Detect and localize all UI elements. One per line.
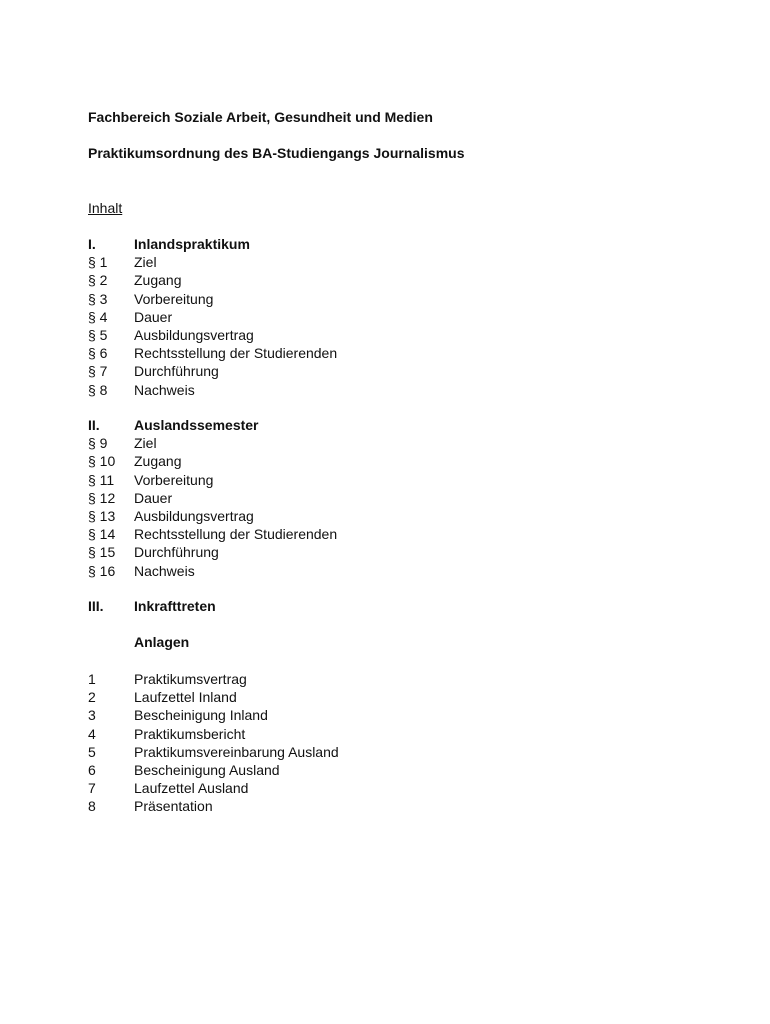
section-number: II.: [88, 417, 100, 433]
toc-item: [88, 308, 588, 326]
toc-item: [88, 562, 588, 580]
annex-title: Laufzettel Ausland: [134, 780, 249, 797]
toc-item: [88, 326, 588, 344]
item-title: Ausbildungsvertrag: [134, 507, 254, 524]
item-title: Durchführung: [134, 544, 219, 561]
item-number: § 10: [88, 453, 116, 470]
annex-number: 2: [88, 689, 96, 706]
item-number: § 14: [88, 526, 116, 543]
item-number: § 7: [88, 363, 108, 380]
item-title: Nachweis: [134, 562, 195, 579]
section-heading: [88, 416, 588, 434]
section-number: III.: [88, 598, 104, 614]
item-number: § 1: [88, 254, 108, 271]
annex-title: Bescheinigung Inland: [134, 707, 268, 724]
toc-section-inkrafttreten: [88, 597, 588, 615]
annex-number: 1: [88, 671, 96, 687]
annex-list: [88, 670, 588, 816]
section-title: Inkrafttreten: [134, 598, 216, 614]
annex-number: 6: [88, 761, 96, 778]
annex-item: [88, 797, 588, 815]
item-title: Rechtsstellung der Studierenden: [134, 526, 338, 543]
item-title: Dauer: [134, 489, 173, 506]
section-number: I.: [88, 236, 96, 252]
item-number: § 9: [88, 435, 108, 452]
document-title: Praktikumsordnung des BA-Studiengangs Journalismus: [88, 145, 465, 161]
toc-item: [88, 290, 588, 308]
annex-number: 3: [88, 707, 96, 724]
item-number: § 16: [88, 562, 116, 579]
annex-title: Praktikumsvereinbarung Ausland: [134, 743, 339, 760]
annex-heading: [88, 633, 588, 651]
item-number: § 8: [88, 381, 108, 398]
annex-item: [88, 779, 588, 797]
annex-label: Anlagen: [134, 634, 190, 650]
toc-item: [88, 471, 588, 489]
toc-item: [88, 344, 588, 362]
item-title: Durchführung: [134, 363, 219, 380]
toc-label: Inhalt: [88, 200, 123, 216]
item-title: Ziel: [134, 435, 157, 452]
item-title: Vorbereitung: [134, 471, 214, 488]
annex-number: 7: [88, 780, 96, 797]
section-title: Auslandssemester: [134, 417, 259, 433]
faculty-heading: Fachbereich Soziale Arbeit, Gesundheit und Medien: [88, 109, 433, 125]
toc-item: [88, 434, 588, 452]
item-title: Nachweis: [134, 381, 195, 398]
annex-item: [88, 761, 588, 779]
toc-item: [88, 452, 588, 470]
item-number: § 2: [88, 272, 108, 289]
item-title: Zugang: [134, 272, 182, 289]
item-number: § 15: [88, 544, 116, 561]
annex-heading-block: [88, 633, 588, 651]
toc-item: [88, 507, 588, 525]
item-title: Rechtsstellung der Studierenden: [134, 345, 338, 362]
annex-item: [88, 670, 588, 688]
item-title: Ausbildungsvertrag: [134, 326, 254, 343]
toc-item: [88, 489, 588, 507]
annex-item: [88, 743, 588, 761]
toc-item: [88, 253, 588, 271]
annex-number: 8: [88, 798, 96, 815]
item-title: Ziel: [134, 254, 157, 271]
annex-number: 4: [88, 725, 96, 742]
annex-number: 5: [88, 743, 96, 760]
item-number: § 5: [88, 326, 108, 343]
annex-title: Praktikumsvertrag: [134, 671, 247, 687]
annex-title: Laufzettel Inland: [134, 689, 237, 706]
item-title: Dauer: [134, 308, 173, 325]
toc-section-ausland: [88, 416, 588, 580]
section-title: Inlandspraktikum: [134, 236, 250, 252]
annex-item: [88, 688, 588, 706]
toc-item: [88, 381, 588, 399]
toc-item: [88, 525, 588, 543]
toc-item: [88, 271, 588, 289]
item-number: § 11: [88, 471, 115, 488]
item-number: § 3: [88, 290, 108, 307]
annex-item: [88, 706, 588, 724]
item-title: Zugang: [134, 453, 182, 470]
item-title: Vorbereitung: [134, 290, 214, 307]
toc-item: [88, 543, 588, 561]
toc-section-inland: [88, 235, 588, 399]
annex-title: Praktikumsbericht: [134, 725, 246, 742]
section-heading: [88, 235, 588, 253]
item-number: § 13: [88, 507, 116, 524]
item-number: § 4: [88, 308, 108, 325]
annex-item: [88, 725, 588, 743]
annex-title: Bescheinigung Ausland: [134, 761, 280, 778]
annex-title: Präsentation: [134, 798, 213, 815]
item-number: § 12: [88, 489, 116, 506]
section-heading: [88, 597, 588, 615]
item-number: § 6: [88, 345, 108, 362]
toc-item: [88, 362, 588, 380]
